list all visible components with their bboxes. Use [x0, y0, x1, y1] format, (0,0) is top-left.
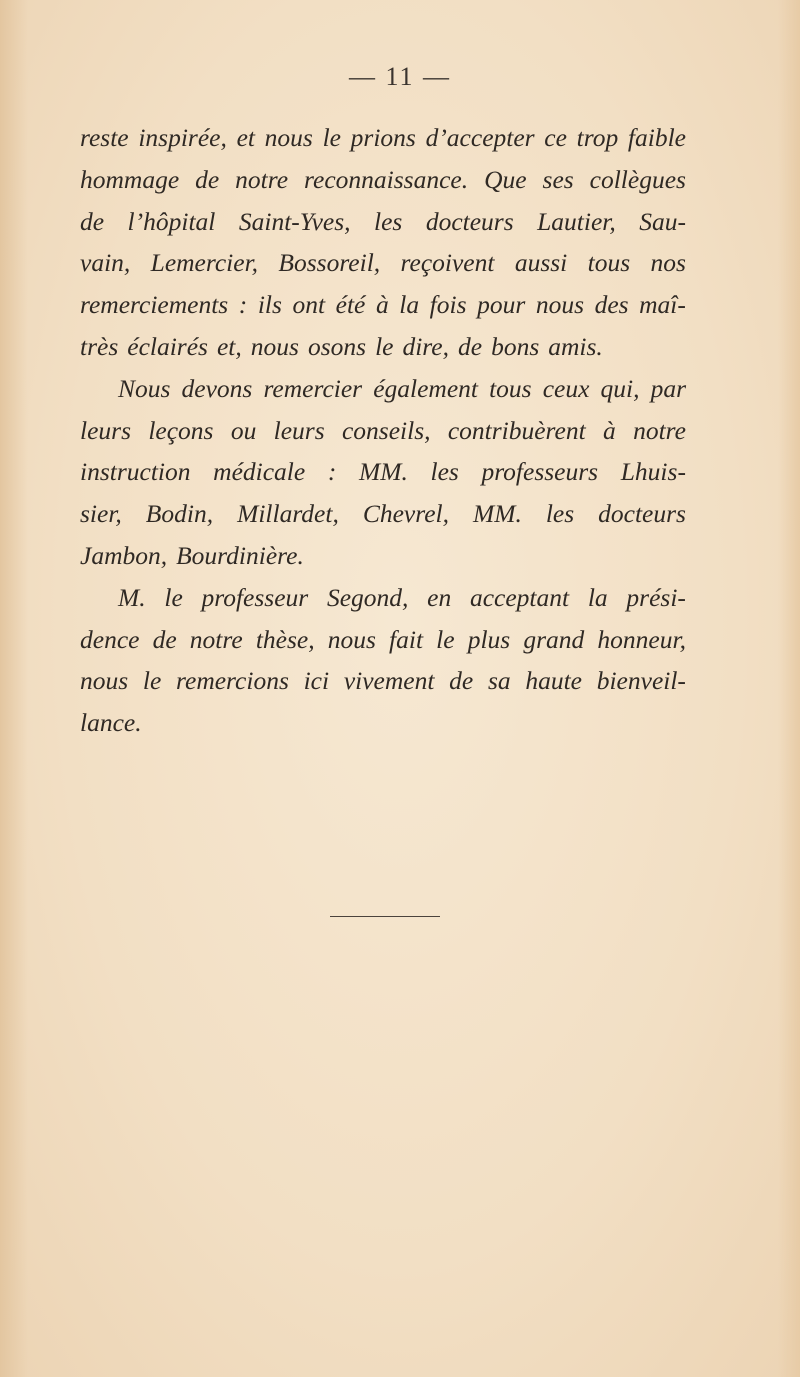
page-edge-right	[778, 0, 800, 1377]
text-line: de l’hôpital Saint-Yves, les docteurs Lautier, Sau-	[80, 206, 686, 236]
text-line: nous le remercions ici vivement de sa haute bienveil-	[80, 666, 686, 696]
body-text	[80, 117, 686, 744]
text-line: leurs leçons ou leurs conseils, contribuèrent à notre	[80, 415, 686, 445]
text-line: lance.	[80, 708, 142, 738]
text-line: remerciements : ils ont été à la fois pour nous des maî-	[80, 290, 686, 320]
text-line: Jambon, Bourdinière.	[80, 540, 304, 570]
text-line: très éclairés et, nous osons le dire, de bons amis.	[80, 331, 603, 361]
text-line: reste inspirée, et nous le prions d’accepter ce trop faible	[80, 123, 686, 152]
page-number: — 11 —	[348, 62, 452, 91]
text-line: vain, Lemercier, Bossoreil, reçoivent aussi tous nos	[80, 248, 686, 278]
section-separator-rule	[330, 916, 440, 917]
text-line: M. le professeur Segond, en acceptant la prési-	[118, 582, 686, 612]
text-line: instruction médicale : MM. les professeurs Lhuis-	[80, 457, 686, 487]
text-line: Nous devons remercier également tous ceux qui, par	[118, 373, 686, 403]
text-line: hommage de notre reconnaissance. Que ses collègues	[80, 164, 686, 194]
page-edge-left	[0, 0, 28, 1377]
text-line: sier, Bodin, Millardet, Chevrel, MM. les docteurs	[80, 499, 686, 529]
text-line: dence de notre thèse, nous fait le plus grand honneur,	[80, 624, 686, 654]
